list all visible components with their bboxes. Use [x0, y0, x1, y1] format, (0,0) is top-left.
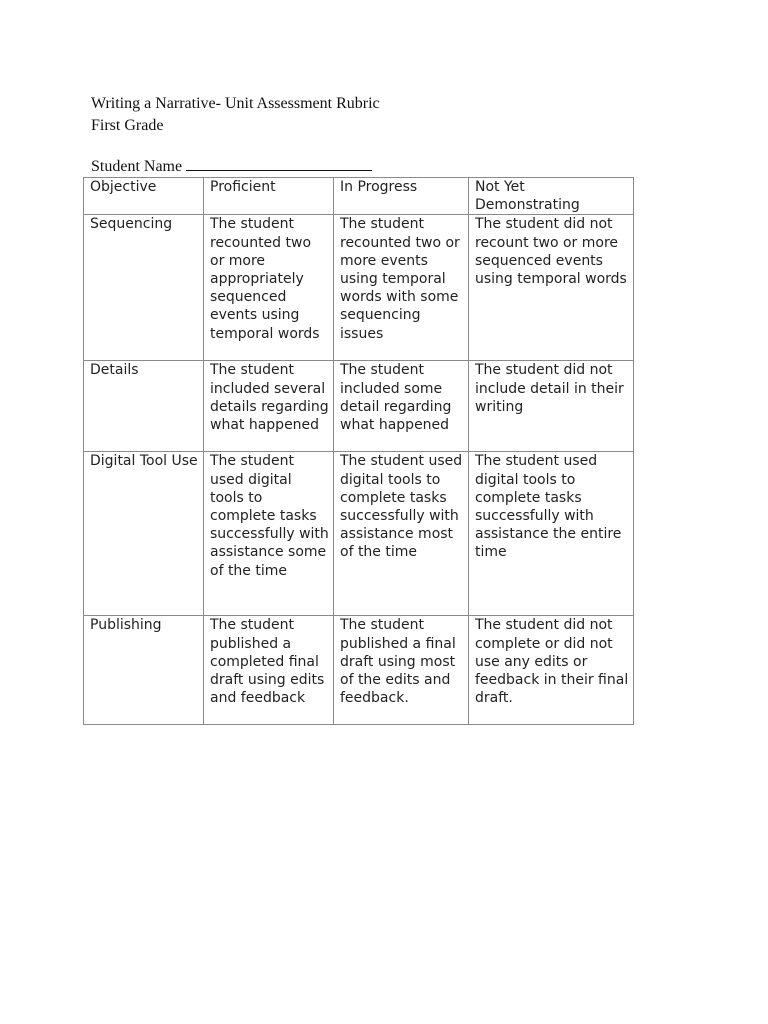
header-cell-not-yet: Not Yet Demonstrating [469, 178, 634, 215]
rubric-row-publishing [84, 616, 634, 725]
objective-cell: Sequencing [84, 215, 204, 361]
not-yet-cell: The student did not complete or did not use any edits or feedback in their final draft. [469, 616, 634, 725]
rubric-table [83, 177, 634, 725]
not-yet-cell: The student did not include detail in their writing [469, 361, 634, 452]
rubric-row-sequencing [84, 215, 634, 361]
student-name-blank [186, 155, 372, 171]
proficient-cell: The student published a completed final draft using edits and feedback [204, 616, 334, 725]
objective-cell: Publishing [84, 616, 204, 725]
in-progress-cell: The student included some detail regarding what happened [334, 361, 469, 452]
rubric-header-row [84, 178, 634, 215]
proficient-cell: The student used digital tools to complete tasks successfully with assistance some of the time [204, 452, 334, 616]
objective-cell: Digital Tool Use [84, 452, 204, 616]
in-progress-cell: The student used digital tools to complete tasks successfully with assistance most of the time [334, 452, 469, 616]
header-cell-in-progress: In Progress [334, 178, 469, 215]
proficient-cell: The student recounted two or more appropriately sequenced events using temporal words [204, 215, 334, 361]
objective-cell: Details [84, 361, 204, 452]
header-cell-objective: Objective [84, 178, 204, 215]
grade-label: First Grade [91, 117, 164, 134]
header-cell-proficient: Proficient [204, 178, 334, 215]
document-header [91, 93, 380, 137]
proficient-cell: The student included several details regarding what happened [204, 361, 334, 452]
not-yet-cell: The student used digital tools to complete tasks successfully with assistance the entire time [469, 452, 634, 616]
document-title: Writing a Narrative- Unit Assessment Rubric [91, 95, 380, 112]
rubric-row-details [84, 361, 634, 452]
in-progress-cell: The student published a final draft using most of the edits and feedback. [334, 616, 469, 725]
student-name-line [91, 155, 372, 177]
not-yet-cell: The student did not recount two or more sequenced events using temporal words [469, 215, 634, 361]
in-progress-cell: The student recounted two or more events using temporal words with some sequencing issues [334, 215, 469, 361]
student-name-label: Student Name [91, 158, 183, 175]
rubric-row-digital-tool-use [84, 452, 634, 616]
